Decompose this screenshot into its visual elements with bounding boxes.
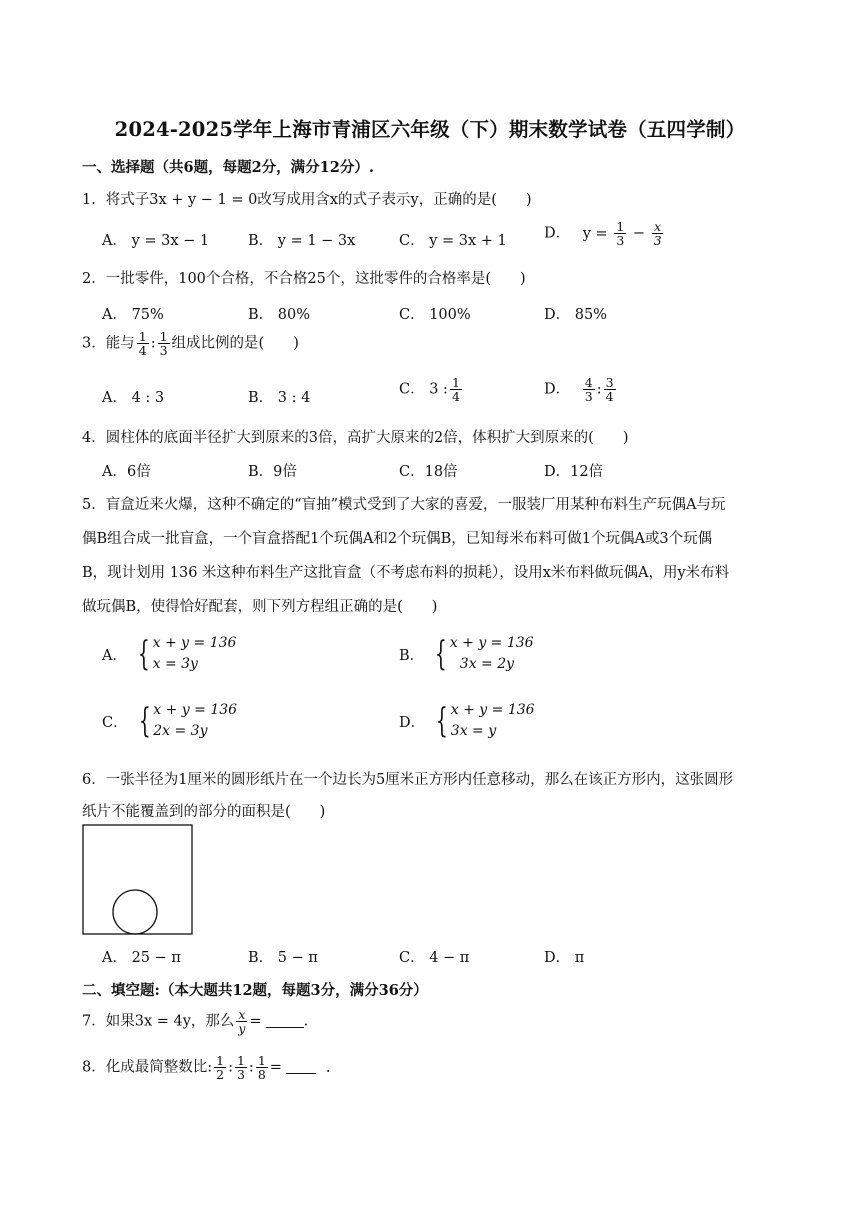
q1-option-d <box>544 220 666 247</box>
q8-answer-blank[interactable] <box>286 1061 316 1074</box>
q3-option-a: A． 4 : 3 <box>102 390 165 406</box>
q1-d-minus: − <box>632 225 646 242</box>
q3-c-fraction: $\frac{1}{4}$ <box>451 375 460 404</box>
q6-option-c: C． 4 − π <box>399 950 470 966</box>
q3-fraction-1: $\frac{1}{4}$ <box>138 329 147 358</box>
q2-option-a: A． 75% <box>102 307 164 323</box>
square-circle-figure <box>82 824 194 936</box>
q1-option-a: A． y = 3x − 1 <box>102 233 210 249</box>
q8-fraction-3: $\frac{1}{8}$ <box>257 1053 266 1082</box>
question-6-line-1: 6．一张半径为1厘米的圆形纸片在一个边长为5厘米正方形内任意移动，那么在该正方形内，这张圆形 <box>82 772 734 788</box>
q1-d-fraction-2: $\frac{x}{3}$ <box>653 219 662 248</box>
q3-fraction-2: $\frac{1}{3}$ <box>159 329 168 358</box>
q6-option-b: B． 5 − π <box>248 950 318 966</box>
q1-d-label: D． <box>544 225 571 242</box>
q3-option-c: C． 3 : $\frac{1}{4}$ <box>399 375 460 404</box>
question-2-stem: 2．一批零件，100个合格，不合格25个，这批零件的合格率是( ) <box>82 271 526 287</box>
circle-shape <box>113 890 157 934</box>
q1-option-c: C． y = 3x + 1 <box>399 233 507 249</box>
question-5-line-1: 5．盲盒近来火爆，这种不确定的“盲抽”模式受到了大家的喜爱，一服装厂用某种布料生产玩偶A与玩 <box>82 497 726 513</box>
q7-answer-blank[interactable] <box>266 1015 304 1028</box>
q4-option-a: A．6倍 <box>102 464 151 480</box>
section-heading-fill: 二、填空题:（本大题共12题，每题3分，满分36分） <box>82 982 428 999</box>
q1-d-pre: y = <box>582 225 608 242</box>
question-5-line-4: 做玩偶B，使得恰好配套，则下列方程组正确的是( ) <box>82 599 438 615</box>
page-title: 2024-2025学年上海市青浦区六年级（下）期末数学试卷（五四学制） <box>114 118 746 141</box>
q8-fraction-1: $\frac{1}{2}$ <box>216 1053 225 1082</box>
q7-fraction: $\frac{x}{y}$ <box>238 1007 246 1036</box>
q4-option-b: B．9倍 <box>248 464 297 480</box>
q1-option-b: B． y = 1 − 3x <box>248 233 356 249</box>
q1-d-fraction-1: $\frac{1}{3}$ <box>616 219 625 248</box>
section-heading-choice: 一、选择题（共6题，每题2分，满分12分）. <box>82 159 374 176</box>
q3-d-fraction-1: $\frac{4}{3}$ <box>584 375 593 404</box>
q2-option-c: C． 100% <box>399 307 471 323</box>
question-3-stem: 3．能与 $\frac{1}{4}$ : $\frac{1}{3}$ 组成比例的是( ) <box>82 329 299 358</box>
question-5-line-2: 偶B组合成一批盲盒，一个盲盒搭配1个玩偶A和2个玩偶B，已知每米布料可做1个玩偶A或3个玩偶 <box>82 531 713 547</box>
question-7: 7．如果3x = 4y，那么 $\frac{x}{y}$ = . <box>82 1007 309 1036</box>
question-6-line-2: 纸片不能覆盖到的部分的面积是( ) <box>82 804 326 820</box>
square-shape <box>83 825 192 934</box>
q4-option-d: D．12倍 <box>544 464 604 480</box>
q5-option-a: A． { x + y = 136 x = 3y <box>102 634 237 674</box>
q2-option-d: D． 85% <box>544 307 607 323</box>
q5-option-b: B． { x + y = 136 3x = 2y <box>399 634 534 674</box>
q5-option-c: C． { x + y = 136 2x = 3y <box>102 701 238 741</box>
question-5-line-3: B，现计划用 136 米这种布料生产这批盲盒（不考虑布料的损耗），设用x米布料做玩偶A，用y米布料 <box>82 565 730 581</box>
q8-fraction-2: $\frac{1}{3}$ <box>236 1053 245 1082</box>
question-8: 8．化成最简整数比: $\frac{1}{2}$ : $\frac{1}{3}$ : $\frac{1}{8}$ = . <box>82 1053 331 1082</box>
question-1-stem: 1．将式子3x + y − 1 = 0改写成用含x的式子表示y，正确的是( ) <box>82 192 532 208</box>
q2-option-b: B． 80% <box>248 307 310 323</box>
q3-option-b: B． 3 : 4 <box>248 390 311 406</box>
q6-option-a: A． 25 − π <box>102 950 181 966</box>
q6-option-d: D． π <box>544 950 585 966</box>
question-4-stem: 4．圆柱体的底面半径扩大到原来的3倍，高扩大原来的2倍，体积扩大到原来的( ) <box>82 430 629 446</box>
q3-d-fraction-2: $\frac{3}{4}$ <box>605 375 614 404</box>
q5-option-d: D． { x + y = 136 3x = y <box>399 701 535 741</box>
q3-option-d: D． $\frac{4}{3}$ : $\frac{3}{4}$ <box>544 375 614 404</box>
q4-option-c: C．18倍 <box>399 464 458 480</box>
